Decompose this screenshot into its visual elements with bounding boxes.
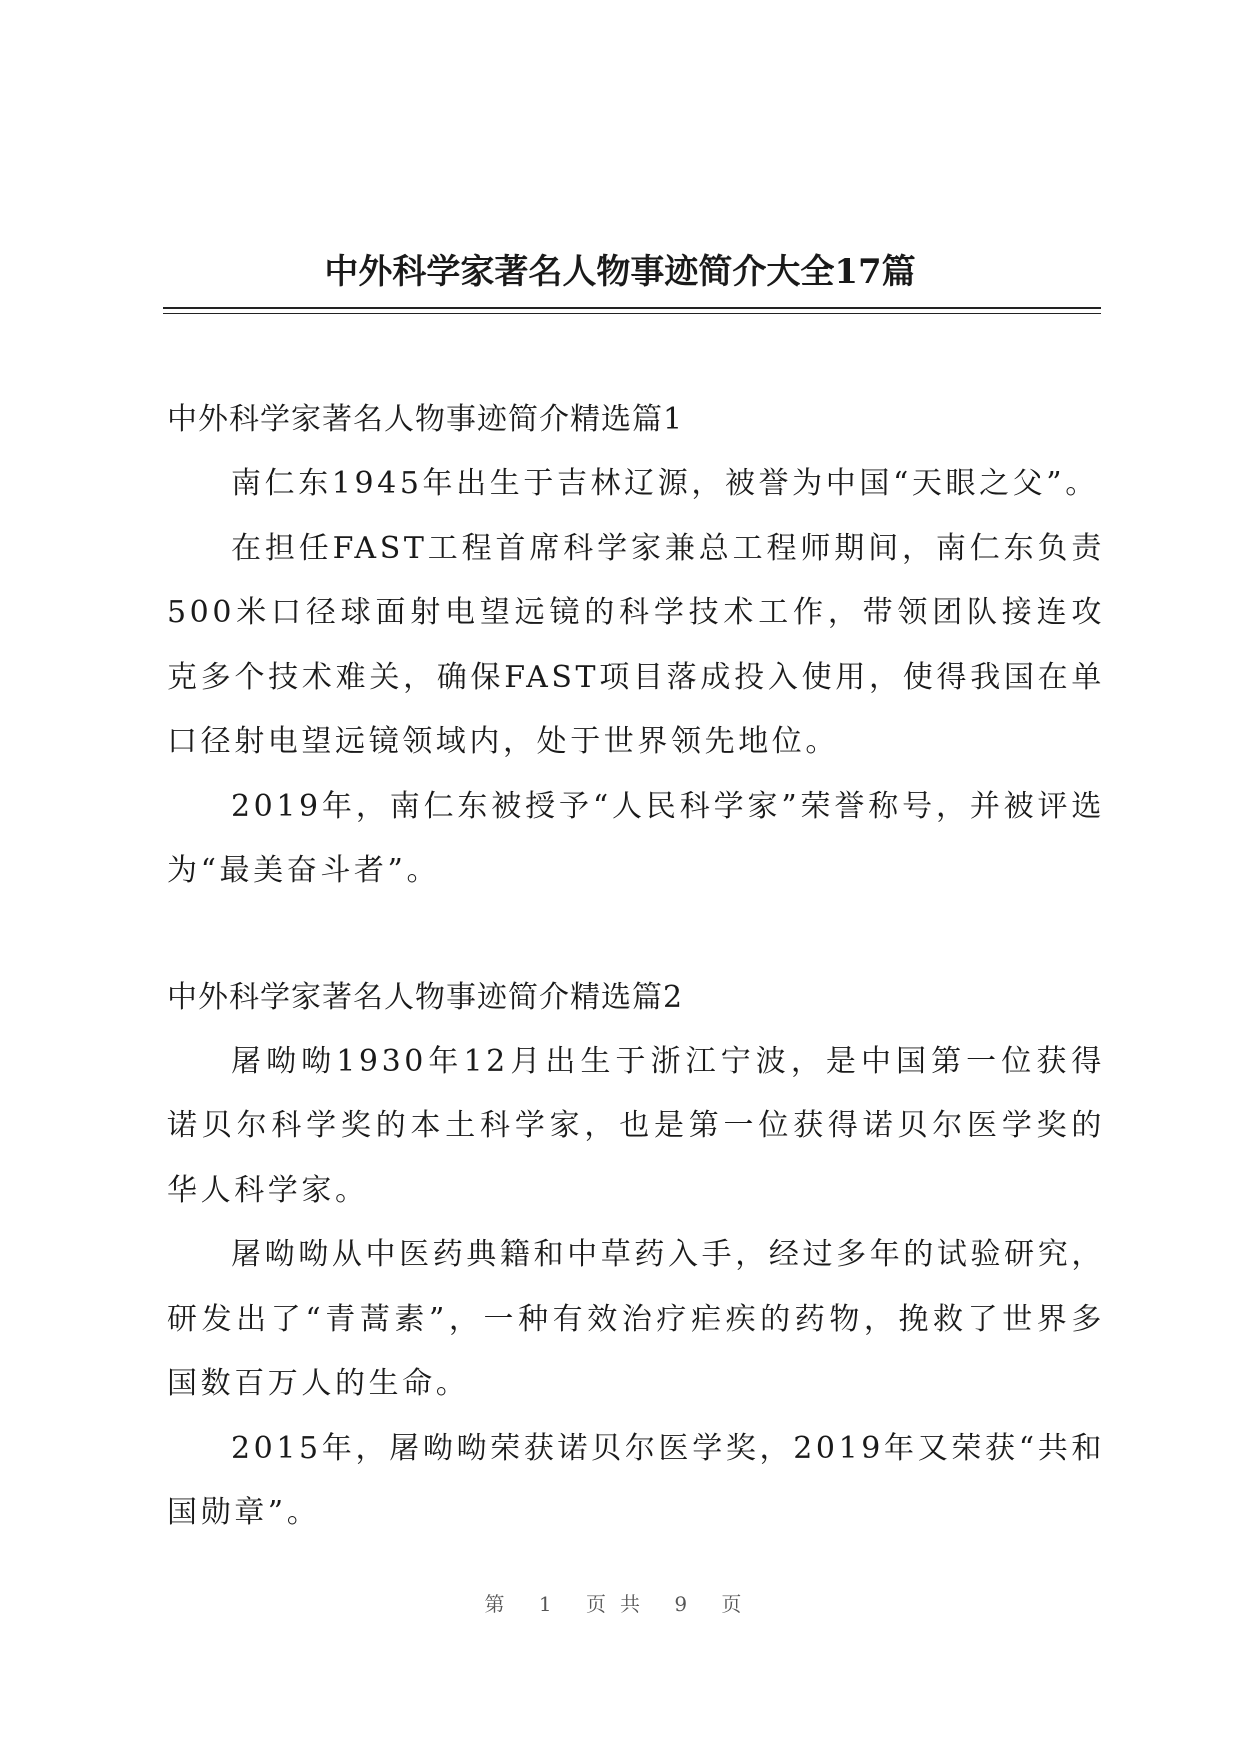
title-double-rule <box>163 307 1101 314</box>
section-heading: 中外科学家著名人物事迹简介精选篇2 <box>167 979 684 1015</box>
paragraph: 南仁东1945年出生于吉林辽源，被誉为中国“天眼之父”。 <box>231 466 1099 501</box>
page-number-footer: 第 1 页共 9 页 <box>484 1592 756 1616</box>
paragraph: 屠呦呦从中医药典籍和中草药入手，经过多年的试验研究，研发出了“青蒿素”，一种有效治疗疟疾的药物，挽救了世界多国数百万人的生命。 <box>167 1237 1105 1401</box>
document-title: 中外科学家著名人物事迹简介大全17篇 <box>324 252 916 292</box>
paragraph: 屠呦呦1930年12月出生于浙江宁波，是中国第一位获得诺贝尔科学奖的本土科学家，也是第一位获得诺贝尔医学奖的华人科学家。 <box>167 1043 1105 1208</box>
section-1 <box>167 388 1105 904</box>
paragraph: 2015年，屠呦呦荣获诺贝尔医学奖，2019年又荣获“共和国勋章”。 <box>167 1430 1105 1530</box>
paragraph: 2019年，南仁东被授予“人民科学家”荣誉称号，并被评选为“最美奋斗者”。 <box>167 788 1105 888</box>
document-body <box>167 388 1105 1546</box>
section-2 <box>167 966 1105 1546</box>
section-heading: 中外科学家著名人物事迹简介精选篇1 <box>167 402 684 437</box>
paragraph: 在担任FAST工程首席科学家兼总工程师期间，南仁东负责500米口径球面射电望远镜的科学技术工作，带领团队接连攻克多个技术难关，确保FAST项目落成投入使用，使得我国在单口径射电望远镜领域内，处于世界领先地位。 <box>167 530 1105 759</box>
